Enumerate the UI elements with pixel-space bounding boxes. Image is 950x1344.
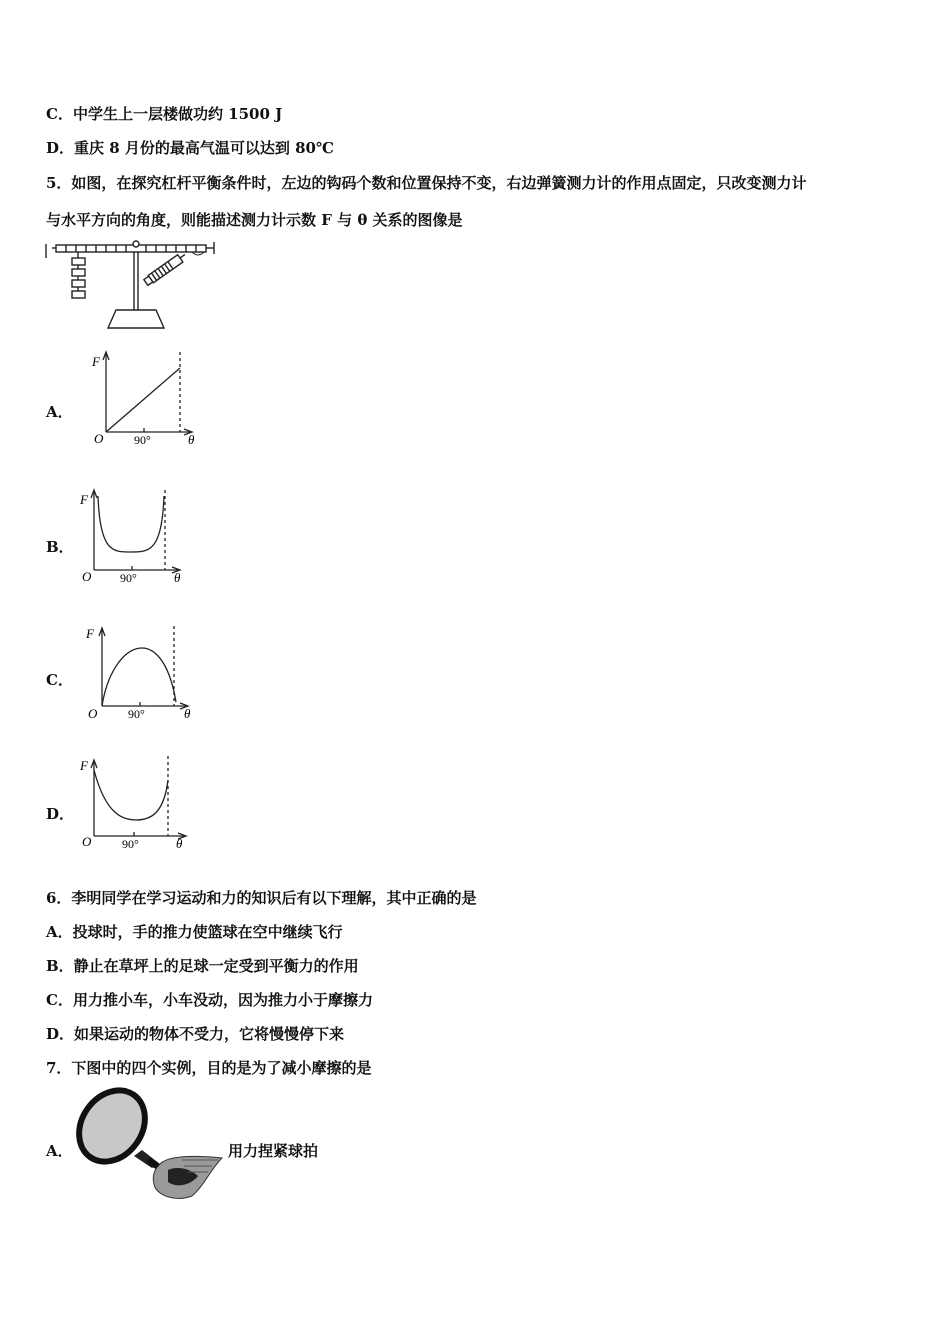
q5-option-a-graph <box>86 346 202 448</box>
q5-option-c-label: C． <box>46 671 73 689</box>
lever-apparatus-figure <box>42 238 222 330</box>
q5-option-d-graph <box>80 754 196 856</box>
line-series <box>106 368 180 432</box>
svg-text:F: F <box>80 492 88 507</box>
q6-option-a: A．投球时，手的推力使篮球在空中继续飞行 <box>46 923 343 941</box>
q5-option-c-graph <box>82 622 198 724</box>
q7-option-a-caption: 用力捏紧球拍 <box>228 1142 319 1160</box>
svg-text:90°: 90° <box>122 837 139 851</box>
q6-stem: 6．李明同学在学习运动和力的知识后有以下理解，其中正确的是 <box>46 889 477 907</box>
svg-text:O: O <box>82 834 92 849</box>
svg-text:θ: θ <box>184 706 191 721</box>
svg-text:O: O <box>82 569 92 584</box>
q5-stem-line-2: 与水平方向的角度，则能描述测力计示数 F 与 θ 关系的图像是 <box>46 211 463 229</box>
u-curve <box>98 496 164 552</box>
u-curve-d <box>94 770 168 820</box>
q5-stem-line-1: 5．如图，在探究杠杆平衡条件时，左边的钩码个数和位置保持不变，右边弹簧测力计的作用点固定，只改变测力计 <box>46 174 807 192</box>
q4-option-d: D．重庆 8 月份的最高气温可以达到 80℃ <box>46 139 334 157</box>
q5-option-a-label: A． <box>46 403 73 421</box>
q5-option-b-graph <box>74 484 190 586</box>
svg-text:θ: θ <box>176 836 183 851</box>
svg-text:90°: 90° <box>128 707 145 721</box>
racket-grip-image <box>72 1086 228 1204</box>
svg-text:O: O <box>88 706 98 721</box>
svg-text:F: F <box>86 626 94 641</box>
q6-option-d: D．如果运动的物体不受力，它将慢慢停下来 <box>46 1025 345 1043</box>
x-axis-label: θ <box>188 432 195 447</box>
tick-label: 90° <box>134 433 151 447</box>
q7-option-a-label: A． <box>46 1142 73 1160</box>
q7-stem: 7．下图中的四个实例，目的是为了减小摩擦的是 <box>46 1059 372 1077</box>
svg-text:F: F <box>80 758 88 773</box>
q5-option-d-label: D． <box>46 805 75 823</box>
svg-text:θ: θ <box>174 570 181 585</box>
q6-option-c: C．用力推小车，小车没动，因为推力小于摩擦力 <box>46 991 373 1009</box>
svg-text:90°: 90° <box>120 571 137 585</box>
q6-option-b: B．静止在草坪上的足球一定受到平衡力的作用 <box>46 957 359 975</box>
y-axis-label: F <box>92 354 100 369</box>
origin-label: O <box>94 431 104 446</box>
arch-curve <box>102 648 176 706</box>
q4-option-c: C．中学生上一层楼做功约 1500 J <box>46 105 283 123</box>
q5-option-b-label: B． <box>46 538 74 556</box>
